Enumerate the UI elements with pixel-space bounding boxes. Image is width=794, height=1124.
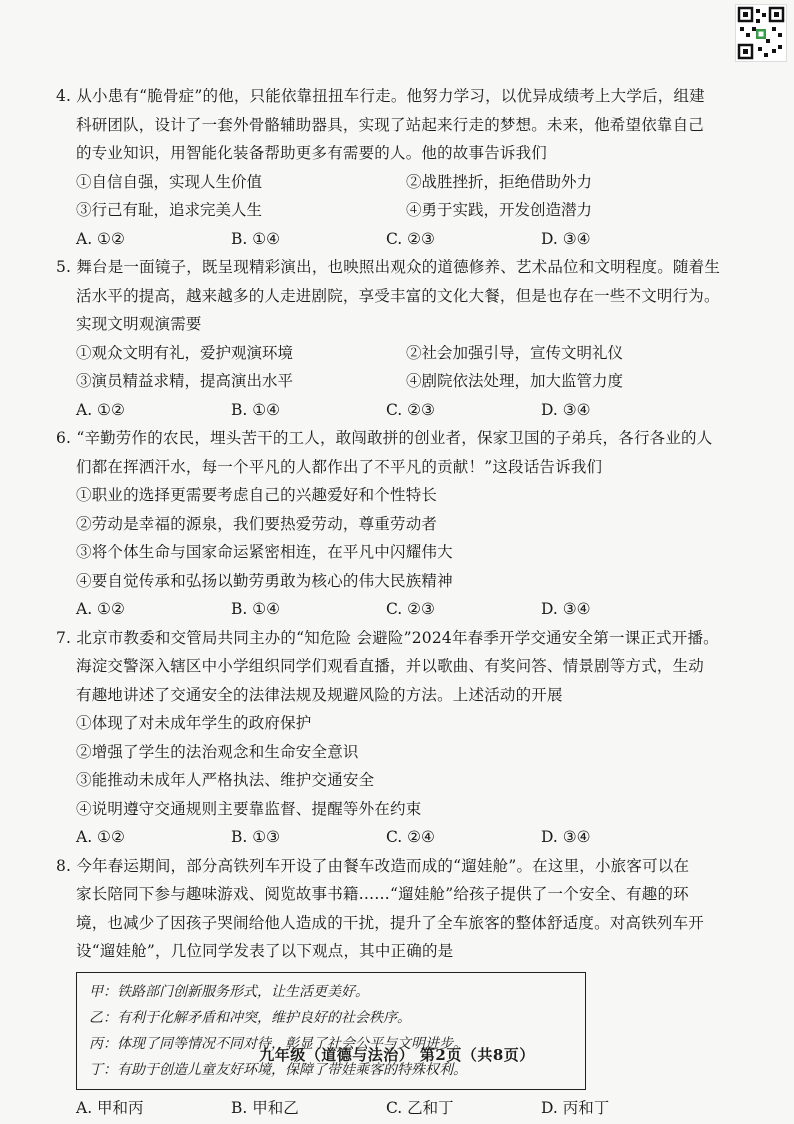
question-6-option-3: ③将个体生命与国家命运紧密相连，在平凡中闪耀伟大 bbox=[76, 543, 453, 561]
question-7-choice-d: D. ③④ bbox=[541, 828, 591, 846]
question-7-choice-c: C. ②④ bbox=[386, 828, 435, 846]
question-6 bbox=[56, 424, 746, 624]
question-list bbox=[56, 82, 746, 1122]
question-4-options-row-1 bbox=[56, 168, 746, 197]
question-6-stem-line-1: 6. “辛勤劳作的农民，埋头苦干的工人，敢闯敢拼的创业者，保家卫国的子弟兵，各行各业的人 bbox=[56, 429, 713, 447]
question-7-choices bbox=[56, 823, 746, 852]
question-6-option-4: ④要自觉传承和弘扬以勤劳勇敢为核心的伟大民族精神 bbox=[76, 571, 453, 590]
question-5-choice-d: D. ③④ bbox=[541, 400, 591, 419]
question-8-choice-b: B. 甲和乙 bbox=[231, 1098, 299, 1117]
question-4-stem-line-1: 4. 从小患有“脆骨症”的他，只能依靠扭扭车行走。他努力学习，以优异成绩考上大学后，组建 bbox=[56, 87, 705, 105]
viewpoint-ding: 丁：有助于创造儿童友好环境，保障了带娃乘客的特殊权利。 bbox=[89, 1061, 467, 1078]
question-8-choices bbox=[56, 1094, 746, 1123]
question-7-choice-b: B. ①③ bbox=[231, 828, 281, 846]
question-4-options-row-2 bbox=[56, 196, 746, 225]
question-4-choice-a: A. ①② bbox=[76, 229, 125, 248]
question-4-option-4: ④勇于实践，开发创造潜力 bbox=[406, 201, 593, 219]
question-6-choices bbox=[56, 595, 746, 624]
viewpoint-yi: 乙：有利于化解矛盾和冲突，维护良好的社会秩序。 bbox=[89, 1009, 411, 1026]
question-7-stem-line-1: 7. 北京市教委和交管局共同主办的“知危险 会避险”2024年春季开学交通安全第一课正式开播。 bbox=[56, 628, 719, 647]
question-7-stem-line-2: 海淀交警深入辖区中小学组织同学们观看直播，并以歌曲、有奖问答、情景剧等方式，生动 bbox=[76, 657, 705, 675]
question-7-option-4: ④说明遵守交通规则主要靠监督、提醒等外在约束 bbox=[76, 799, 422, 818]
question-5 bbox=[56, 253, 746, 424]
page-footer: 九年级（道德与法治） 第2页（共8页） bbox=[259, 1046, 535, 1064]
question-8-stem-line-2: 家长陪同下参与趣味游戏、阅览故事书籍……“遛娃舱”给孩子提供了一个安全、有趣的环 bbox=[76, 885, 689, 903]
question-5-option-1: ①观众文明有礼，爱护观演环境 bbox=[76, 343, 294, 362]
qr-code-icon bbox=[735, 4, 787, 62]
question-8-stem-line-3: 境，也减少了因孩子哭闹给他人造成的干扰，提升了全车旅客的整体舒适度。对高铁列车开 bbox=[76, 913, 705, 932]
question-5-choice-c: C. ②③ bbox=[386, 400, 435, 419]
question-6-choice-a: A. ①② bbox=[76, 600, 125, 618]
question-5-stem-line-2: 活水平的提高，越来越多的人走进剧院，享受丰富的文化大餐，但是也存在一些不文明行为。 bbox=[76, 286, 720, 305]
question-6-choice-b: B. ①④ bbox=[231, 600, 281, 618]
question-8-stem-line-4: 设“遛娃舱”，几位同学发表了以下观点，其中正确的是 bbox=[76, 942, 454, 960]
question-5-options-row-1 bbox=[56, 339, 746, 368]
question-4-choice-d: D. ③④ bbox=[541, 229, 591, 248]
question-5-option-4: ④剧院依法处理，加大监管力度 bbox=[406, 372, 624, 390]
question-6-choice-c: C. ②③ bbox=[386, 600, 435, 618]
question-6-stem-line-2: 们都在挥洒汗水，每一个平凡的人都作出了不平凡的贡献！”这段话告诉我们 bbox=[76, 457, 603, 476]
question-4-option-1: ①自信自强，实现人生价值 bbox=[76, 172, 263, 191]
question-5-option-3: ③演员精益求精，提高演出水平 bbox=[76, 372, 294, 390]
question-6-option-1: ①职业的选择更需要考虑自己的兴趣爱好和个性特长 bbox=[76, 486, 438, 504]
question-8-choice-c: C. 乙和丁 bbox=[386, 1098, 454, 1117]
question-5-options-row-2 bbox=[56, 367, 746, 396]
question-5-choice-b: B. ①④ bbox=[231, 400, 281, 419]
question-8-choice-a: A. 甲和丙 bbox=[76, 1098, 144, 1117]
question-5-stem-line-3: 实现文明观演需要 bbox=[76, 315, 202, 333]
question-5-choices bbox=[56, 396, 746, 425]
question-7-option-3: ③能推动未成年人严格执法、维护交通安全 bbox=[76, 771, 375, 789]
question-4-option-2: ②战胜挫折，拒绝借助外力 bbox=[406, 172, 593, 191]
question-8-choice-d: D. 丙和丁 bbox=[541, 1098, 610, 1117]
question-7 bbox=[56, 624, 746, 852]
question-4-stem-line-3: 的专业知识，用智能化装备帮助更多有需要的人。他的故事告诉我们 bbox=[76, 144, 548, 162]
question-7-stem-line-3: 有趣地讲述了交通安全的法律法规及规避风险的方法。上述活动的开展 bbox=[76, 685, 563, 704]
viewpoint-bing: 丙：体现了同等情况不同对待，彰显了社会公平与文明进步。 bbox=[89, 1035, 467, 1052]
question-7-option-2: ②增强了学生的法治观念和生命安全意识 bbox=[76, 742, 359, 761]
question-5-choice-a: A. ①② bbox=[76, 400, 125, 419]
question-4-choices bbox=[56, 225, 746, 254]
question-4-stem-line-2: 科研团队，设计了一套外骨骼辅助器具，实现了站起来行走的梦想。未来，他希望依靠自己 bbox=[76, 115, 705, 134]
question-8-stem-line-1: 8. 今年春运期间，部分高铁列车开设了由餐车改造而成的“遛娃舱”。在这里，小旅客可以在 bbox=[56, 856, 690, 875]
question-4-option-3: ③行己有耻，追求完美人生 bbox=[76, 201, 263, 219]
question-4-choice-b: B. ①④ bbox=[231, 229, 281, 248]
question-5-option-2: ②社会加强引导，宣传文明礼仪 bbox=[406, 343, 624, 362]
question-6-choice-d: D. ③④ bbox=[541, 600, 591, 618]
question-8 bbox=[56, 852, 746, 1123]
question-7-choice-a: A. ①② bbox=[76, 828, 125, 846]
question-7-option-1: ①体现了对未成年学生的政府保护 bbox=[76, 714, 312, 732]
viewpoint-jia: 甲：铁路部门创新服务形式，让生活更美好。 bbox=[89, 983, 369, 1000]
question-5-stem-line-1: 5. 舞台是一面镜子，既呈现精彩演出，也映照出观众的道德修养、艺术品位和文明程度。随着生 bbox=[56, 258, 721, 276]
question-8-viewpoints-box bbox=[76, 972, 586, 1090]
question-6-option-2: ②劳动是幸福的源泉，我们要热爱劳动，尊重劳动者 bbox=[76, 514, 438, 533]
question-4-choice-c: C. ②③ bbox=[386, 229, 435, 248]
question-4 bbox=[56, 82, 746, 253]
